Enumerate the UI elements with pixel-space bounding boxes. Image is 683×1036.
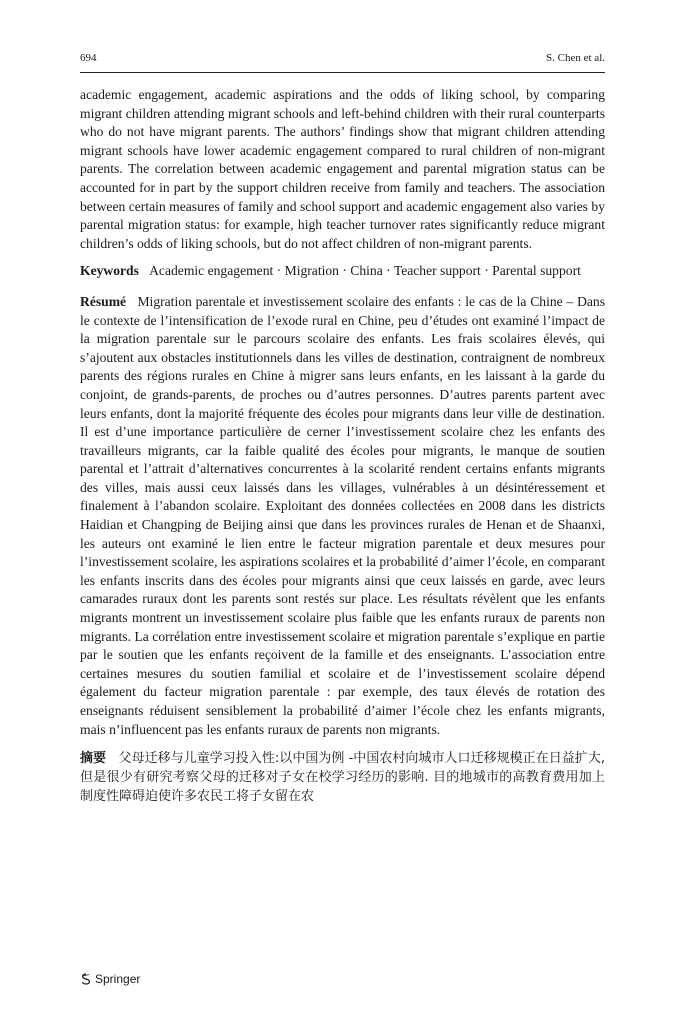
page-number: 694 <box>80 52 97 64</box>
page-footer <box>80 972 140 986</box>
publisher-name: Springer <box>95 972 141 986</box>
resume-label: Résumé <box>80 293 127 309</box>
springer-logo-icon <box>80 973 92 985</box>
chinese-abstract-label: 摘要 <box>80 751 107 767</box>
keywords-label: Keywords <box>80 263 139 279</box>
running-header <box>80 50 605 73</box>
keywords-paragraph <box>80 262 605 281</box>
resume-paragraph <box>80 293 605 739</box>
chinese-abstract-text: 父母迁移与儿童学习投入性:以中国为例 -中国农村向城市人口迁移规模正在日益扩大, 但是很少有研究考察父母的迁移对子女在校学习经历的影响. 目的地城市的高教育费用加上制度性障碍迫使许多农民工将子女留在农 <box>80 751 605 805</box>
resume-text: Migration parentale et investissement scolaire des enfants : le cas de la Chine – Dans le contexte de l’intensification de l’exode rural en Chine, peu d’études ont examiné l’impact de la migration parentale sur le parcours scolaire des enfants. Les frais scolaires élevés, qui s’ajoutent aux obstacles institutionnels dans les villes de destination, contraignent de nombreux parents des régions rurales en Chine à migrer sans leurs enfants, en les laissant à la garde du conjoint, de grands-parents, de proches ou d’autres personnes. D’autres parents partent avec leurs enfants, dont la majorité fréquente des écoles pour migrants dans leur ville de destination. Il est d’une importance particulière de cerner l’investissement scolaire chez les enfants des travailleurs migrants, car la faible qualité des écoles pour migrants, le manque de soutien parental et l’attrait d’alternatives concurrentes à la scolarité rendent certains enfants migrants des villes, mais aussi ceux laissés dans les villages, vulnérables à un désintéressement et finalement à l’abandon scolaire. Exploitant des données collectées en 2008 dans les districts Haidian et Changping de Beijing ainsi que dans les provinces rurales de Henan et de Shaanxi, les auteurs ont examiné le lien entre le facteur migration parentale et deux mesures pour l’investissement scolaire, les aspirations scolaires et la probabilité d’aimer l’école, en comparant les enfants inscrits dans des écoles pour migrants ainsi que ceux laissés en garde, avec leurs camarades ruraux dont les parents sont restés sur place. Les résultats révèlent que les enfants migrants montrent un investissement scolaire plus faible que les enfants ruraux de parents non migrants. La corrélation entre investissement scolaire et migration parentale s’explique en partie par le soutien que les enfants reçoivent de la famille et des enseignants. L’association entre certaines mesures du soutien familial et scolaire et de l’investissement scolaire dépend également du facteur migration parentale : par exemple, des taux élevés de rotation des enseignants réduisent sensiblement la probabilité d’aimer l’école chez les enfants migrants, mais n’influencent pas les enfants ruraux de parents non migrants. <box>80 293 606 737</box>
chinese-abstract-paragraph <box>80 749 605 806</box>
running-authors: S. Chen et al. <box>546 52 605 64</box>
keywords-text: Academic engagement · Migration · China · Teacher support · Parental support <box>149 263 581 279</box>
page-body <box>80 86 605 806</box>
abstract-paragraph: academic engagement, academic aspirations and the odds of liking school, by comparing migrant children attending migrant schools and left-behind children with their rural counterparts who do not have migrant parents. The authors’ findings show that migrant children attending migrant schools have lower academic engagement compared to rural children of non-migrant parents. The correlation between academic engagement and parental migration status can be accounted for in part by the support children receive from family and teachers. The association between certain measures of family and school support and academic engagement also varies by parental migration status: for example, high teacher turnover rates significantly reduce migrant children’s odds of liking schools, but do not affect children of non-migrant parents. <box>80 87 605 251</box>
